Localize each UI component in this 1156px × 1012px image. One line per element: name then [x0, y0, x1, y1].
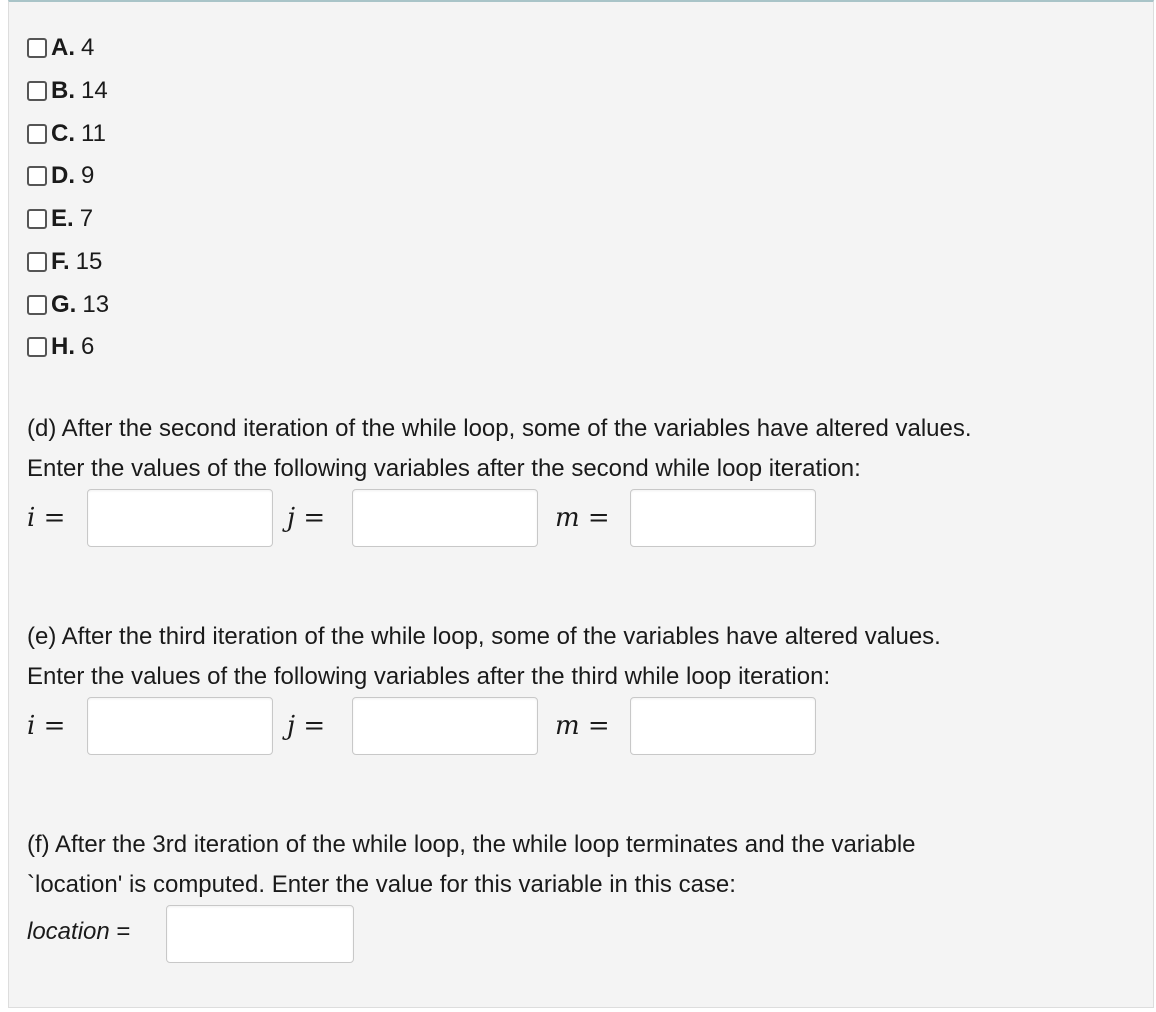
option-letter: B.	[51, 77, 75, 104]
checkbox[interactable]	[27, 81, 47, 101]
part-e-text	[27, 617, 941, 697]
input-d-i[interactable]	[87, 489, 273, 547]
var-j: j	[287, 503, 296, 533]
equals-sign: =	[109, 918, 131, 945]
equals-sign: =	[579, 503, 610, 533]
option-c[interactable]	[27, 119, 106, 149]
part-f-line2: `location' is computed. Enter the value for this variable in this case:	[27, 871, 736, 898]
option-h[interactable]	[27, 332, 94, 362]
label-i	[27, 489, 65, 547]
input-f-location[interactable]	[166, 905, 354, 963]
label-j	[287, 489, 325, 547]
option-letter: D.	[51, 162, 75, 189]
option-e[interactable]	[27, 204, 93, 234]
option-a[interactable]	[27, 33, 94, 63]
option-value: 15	[75, 248, 103, 275]
label-m	[555, 489, 610, 547]
label-i	[27, 697, 65, 755]
input-d-j[interactable]	[352, 489, 538, 547]
var-i: i	[27, 711, 36, 741]
input-e-i[interactable]	[87, 697, 273, 755]
var-i: i	[27, 503, 36, 533]
option-letter: A.	[51, 34, 75, 61]
equals-sign: =	[579, 711, 610, 741]
part-e-line1: (e) After the third iteration of the while loop, some of the variables have altered values.	[27, 623, 941, 650]
input-e-m[interactable]	[630, 697, 816, 755]
option-letter: G.	[51, 291, 77, 318]
var-m: m	[555, 711, 580, 741]
checkbox[interactable]	[27, 124, 47, 144]
option-value: 13	[82, 291, 110, 318]
option-value: 9	[81, 162, 95, 189]
option-value: 14	[81, 77, 108, 104]
input-d-m[interactable]	[630, 489, 816, 547]
option-letter: F.	[51, 248, 70, 275]
label-location	[27, 903, 130, 961]
option-d[interactable]	[27, 161, 94, 191]
option-value: 6	[81, 333, 95, 360]
option-letter: H.	[51, 333, 75, 360]
checkbox[interactable]	[27, 252, 47, 272]
option-f[interactable]	[27, 247, 102, 277]
var-m: m	[555, 503, 580, 533]
equals-sign: =	[295, 711, 326, 741]
part-d-line1: (d) After the second iteration of the while loop, some of the variables have altered values.	[27, 415, 972, 442]
var-location: location	[27, 918, 110, 945]
part-f-line1: (f) After the 3rd iteration of the while loop, the while loop terminates and the variable	[27, 831, 916, 858]
checkbox[interactable]	[27, 38, 47, 58]
checkbox[interactable]	[27, 209, 47, 229]
option-value: 11	[81, 120, 106, 147]
label-m	[555, 697, 610, 755]
equals-sign: =	[35, 503, 66, 533]
part-d-line2: Enter the values of the following variables after the second while loop iteration:	[27, 455, 861, 482]
option-letter: E.	[51, 205, 74, 232]
var-j: j	[287, 711, 296, 741]
option-value: 4	[81, 34, 95, 61]
checkbox[interactable]	[27, 337, 47, 357]
label-j	[287, 697, 325, 755]
equals-sign: =	[295, 503, 326, 533]
option-letter: C.	[51, 120, 75, 147]
equals-sign: =	[35, 711, 66, 741]
input-e-j[interactable]	[352, 697, 538, 755]
option-value: 7	[79, 205, 94, 232]
checkbox[interactable]	[27, 295, 47, 315]
part-e-line2: Enter the values of the following variables after the third while loop iteration:	[27, 663, 831, 690]
part-d-text	[27, 409, 972, 489]
option-g[interactable]	[27, 290, 109, 320]
checkbox[interactable]	[27, 166, 47, 186]
part-f-text	[27, 825, 916, 905]
option-b[interactable]	[27, 76, 108, 106]
